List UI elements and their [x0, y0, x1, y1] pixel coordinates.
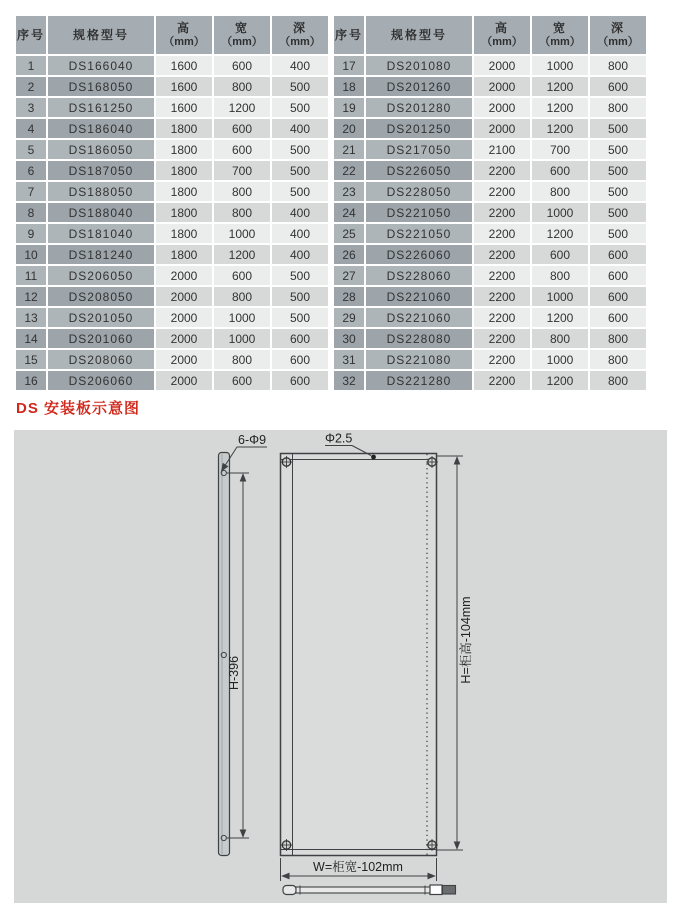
cell-dimension: 600 — [589, 307, 647, 328]
cell-dimension: 800 — [589, 328, 647, 349]
cell-dimension: 1000 — [531, 349, 589, 370]
cell-model: DS188050 — [47, 181, 155, 202]
mounting-plate-drawing — [14, 430, 667, 903]
cell-index: 15 — [15, 349, 47, 370]
cell-dimension: 600 — [271, 370, 329, 391]
column-header: 高 （mm） — [473, 15, 531, 55]
cell-dimension: 1000 — [213, 307, 271, 328]
cell-dimension: 500 — [589, 160, 647, 181]
cell-dimension: 2200 — [473, 181, 531, 202]
cell-index: 10 — [15, 244, 47, 265]
cell-index: 20 — [333, 118, 365, 139]
cell-dimension: 400 — [271, 55, 329, 76]
cell-model: DS168050 — [47, 76, 155, 97]
table-row — [333, 370, 647, 391]
cell-dimension: 500 — [271, 76, 329, 97]
cell-dimension: 1800 — [155, 160, 213, 181]
cell-dimension: 800 — [531, 265, 589, 286]
cell-model: DS201050 — [47, 307, 155, 328]
cell-index: 9 — [15, 223, 47, 244]
cell-index: 1 — [15, 55, 47, 76]
cell-dimension: 2000 — [473, 97, 531, 118]
width-dim-label: W=柜宽-102mm — [313, 860, 403, 874]
column-header: 深 （mm） — [271, 15, 329, 55]
cell-dimension: 500 — [589, 181, 647, 202]
cell-index: 31 — [333, 349, 365, 370]
cell-index: 27 — [333, 265, 365, 286]
cell-index: 17 — [333, 55, 365, 76]
cell-model: DS221280 — [365, 370, 473, 391]
diagram-panel — [14, 430, 667, 903]
cell-dimension: 2200 — [473, 307, 531, 328]
cell-index: 29 — [333, 307, 365, 328]
table-row — [15, 202, 329, 223]
cell-model: DS181040 — [47, 223, 155, 244]
cell-dimension: 600 — [589, 244, 647, 265]
cell-dimension: 600 — [271, 349, 329, 370]
table-row — [15, 349, 329, 370]
cell-dimension: 800 — [589, 370, 647, 391]
cell-dimension: 2000 — [155, 370, 213, 391]
column-header: 序号 — [333, 15, 365, 55]
cell-index: 16 — [15, 370, 47, 391]
cell-index: 19 — [333, 97, 365, 118]
cell-dimension: 600 — [213, 265, 271, 286]
table-row — [333, 55, 647, 76]
cell-index: 28 — [333, 286, 365, 307]
cell-dimension: 500 — [271, 181, 329, 202]
table-row — [333, 118, 647, 139]
cell-dimension: 2000 — [473, 76, 531, 97]
cell-dimension: 2000 — [155, 328, 213, 349]
cell-dimension: 600 — [271, 328, 329, 349]
header-row — [15, 15, 329, 55]
cell-model: DS186050 — [47, 139, 155, 160]
cell-dimension: 1200 — [531, 118, 589, 139]
cell-model: DS221050 — [365, 202, 473, 223]
cell-index: 11 — [15, 265, 47, 286]
cell-dimension: 2200 — [473, 244, 531, 265]
cell-dimension: 1000 — [531, 286, 589, 307]
cell-model: DS186040 — [47, 118, 155, 139]
cell-index: 3 — [15, 97, 47, 118]
cell-index: 8 — [15, 202, 47, 223]
table-row — [333, 181, 647, 202]
cell-dimension: 1200 — [531, 370, 589, 391]
cell-dimension: 2000 — [473, 55, 531, 76]
cell-index: 26 — [333, 244, 365, 265]
cell-dimension: 1000 — [531, 55, 589, 76]
cell-dimension: 700 — [213, 160, 271, 181]
cell-dimension: 800 — [531, 181, 589, 202]
cell-dimension: 600 — [589, 265, 647, 286]
cell-model: DS201080 — [365, 55, 473, 76]
cell-dimension: 2000 — [155, 349, 213, 370]
cell-model: DS201260 — [365, 76, 473, 97]
table-row — [15, 76, 329, 97]
table-row — [15, 118, 329, 139]
cell-dimension: 1800 — [155, 118, 213, 139]
cell-model: DS161250 — [47, 97, 155, 118]
table-row — [15, 97, 329, 118]
cell-model: DS187050 — [47, 160, 155, 181]
table-row — [15, 244, 329, 265]
cell-dimension: 2100 — [473, 139, 531, 160]
cell-dimension: 1600 — [155, 97, 213, 118]
side-view — [219, 447, 268, 856]
cell-dimension: 400 — [271, 223, 329, 244]
cell-dimension: 1800 — [155, 139, 213, 160]
cell-dimension: 800 — [589, 97, 647, 118]
cell-model: DS201250 — [365, 118, 473, 139]
cell-model: DS201280 — [365, 97, 473, 118]
table-row — [15, 370, 329, 391]
cell-dimension: 2000 — [155, 307, 213, 328]
cell-dimension: 1600 — [155, 55, 213, 76]
cell-model: DS181240 — [47, 244, 155, 265]
cell-dimension: 600 — [589, 286, 647, 307]
cell-dimension: 600 — [589, 76, 647, 97]
table-row — [333, 139, 647, 160]
cell-dimension: 2000 — [473, 118, 531, 139]
cell-model: DS166040 — [47, 55, 155, 76]
cell-model: DS221080 — [365, 349, 473, 370]
cell-dimension: 2200 — [473, 286, 531, 307]
cell-dimension: 600 — [213, 55, 271, 76]
cell-dimension: 700 — [531, 139, 589, 160]
cell-dimension: 2200 — [473, 202, 531, 223]
cell-model: DS221060 — [365, 307, 473, 328]
cell-model: DS228060 — [365, 265, 473, 286]
cell-dimension: 400 — [271, 202, 329, 223]
front-hole-label: Φ2.5 — [325, 431, 353, 446]
cell-dimension: 2200 — [473, 328, 531, 349]
cell-index: 12 — [15, 286, 47, 307]
cell-dimension: 2200 — [473, 370, 531, 391]
cell-model: DS221060 — [365, 286, 473, 307]
cell-index: 32 — [333, 370, 365, 391]
cell-dimension: 2200 — [473, 265, 531, 286]
table-row — [15, 265, 329, 286]
cell-dimension: 800 — [589, 55, 647, 76]
cell-model: DS206050 — [47, 265, 155, 286]
cell-model: DS226050 — [365, 160, 473, 181]
cell-index: 2 — [15, 76, 47, 97]
cell-dimension: 500 — [271, 265, 329, 286]
table-row — [15, 160, 329, 181]
cell-dimension: 1800 — [155, 244, 213, 265]
table-row — [15, 139, 329, 160]
cell-model: DS208060 — [47, 349, 155, 370]
cell-dimension: 1000 — [213, 223, 271, 244]
cell-dimension: 400 — [271, 244, 329, 265]
column-header: 规格型号 — [47, 15, 155, 55]
column-header: 序号 — [15, 15, 47, 55]
table-row — [15, 307, 329, 328]
column-header: 高 （mm） — [155, 15, 213, 55]
cell-dimension: 500 — [589, 202, 647, 223]
cell-model: DS228080 — [365, 328, 473, 349]
cell-dimension: 500 — [589, 118, 647, 139]
side-dim-label: H-396 — [227, 655, 241, 691]
spec-table-right — [332, 14, 648, 392]
cell-dimension: 800 — [213, 349, 271, 370]
cell-dimension: 1200 — [531, 307, 589, 328]
table-row — [333, 328, 647, 349]
cell-dimension: 2200 — [473, 223, 531, 244]
table-row — [333, 202, 647, 223]
header-row — [333, 15, 647, 55]
cell-dimension: 500 — [271, 307, 329, 328]
front-view — [281, 454, 437, 856]
cell-dimension: 1000 — [213, 328, 271, 349]
cell-dimension: 600 — [213, 370, 271, 391]
cell-dimension: 1600 — [155, 76, 213, 97]
cell-index: 30 — [333, 328, 365, 349]
table-row — [15, 181, 329, 202]
cell-dimension: 1000 — [531, 202, 589, 223]
cell-dimension: 500 — [589, 223, 647, 244]
cell-dimension: 500 — [589, 139, 647, 160]
cell-model: DS226060 — [365, 244, 473, 265]
cell-dimension: 2000 — [155, 265, 213, 286]
cell-dimension: 400 — [271, 118, 329, 139]
table-row — [15, 223, 329, 244]
cell-dimension: 500 — [271, 139, 329, 160]
cell-index: 18 — [333, 76, 365, 97]
cell-dimension: 2200 — [473, 349, 531, 370]
cell-dimension: 800 — [213, 202, 271, 223]
table-row — [333, 244, 647, 265]
cell-index: 23 — [333, 181, 365, 202]
cell-dimension: 1800 — [155, 202, 213, 223]
cell-dimension: 600 — [531, 160, 589, 181]
cell-dimension: 500 — [271, 160, 329, 181]
cell-dimension: 600 — [213, 139, 271, 160]
cell-dimension: 1800 — [155, 181, 213, 202]
diagram-title: DS 安装板示意图 — [16, 400, 141, 417]
table-row — [333, 265, 647, 286]
side-holes-label: 6-Φ9 — [238, 433, 267, 447]
cell-dimension: 800 — [213, 181, 271, 202]
cell-dimension: 1200 — [531, 76, 589, 97]
cell-dimension: 1200 — [213, 244, 271, 265]
column-header: 深 （mm） — [589, 15, 647, 55]
cell-dimension: 2000 — [155, 286, 213, 307]
cell-index: 14 — [15, 328, 47, 349]
cell-dimension: 1200 — [531, 97, 589, 118]
table-row — [15, 55, 329, 76]
table-row — [333, 307, 647, 328]
cell-dimension: 800 — [531, 328, 589, 349]
column-header: 宽 （mm） — [213, 15, 271, 55]
cell-model: DS208050 — [47, 286, 155, 307]
cell-model: DS201060 — [47, 328, 155, 349]
table-row — [15, 286, 329, 307]
column-header: 宽 （mm） — [531, 15, 589, 55]
cell-dimension: 800 — [213, 286, 271, 307]
cell-index: 22 — [333, 160, 365, 181]
cell-model: DS221050 — [365, 223, 473, 244]
cell-dimension: 800 — [589, 349, 647, 370]
cell-dimension: 800 — [213, 76, 271, 97]
cell-index: 5 — [15, 139, 47, 160]
edge-view — [283, 885, 456, 895]
cell-index: 24 — [333, 202, 365, 223]
cell-dimension: 1200 — [213, 97, 271, 118]
cell-dimension: 600 — [213, 118, 271, 139]
cell-model: DS188040 — [47, 202, 155, 223]
height-dim-label: H=柜高-104mm — [459, 596, 473, 684]
table-row — [333, 349, 647, 370]
column-header: 规格型号 — [365, 15, 473, 55]
cell-dimension: 1200 — [531, 223, 589, 244]
cell-model: DS217050 — [365, 139, 473, 160]
cell-dimension: 1800 — [155, 223, 213, 244]
table-row — [15, 328, 329, 349]
cell-index: 25 — [333, 223, 365, 244]
table-row — [333, 286, 647, 307]
cell-index: 4 — [15, 118, 47, 139]
table-row — [333, 223, 647, 244]
table-row — [333, 76, 647, 97]
cell-index: 7 — [15, 181, 47, 202]
spec-table-left — [14, 14, 330, 392]
cell-dimension: 600 — [531, 244, 589, 265]
cell-model: DS206060 — [47, 370, 155, 391]
table-row — [333, 160, 647, 181]
spec-tables — [14, 14, 648, 392]
cell-index: 13 — [15, 307, 47, 328]
cell-dimension: 500 — [271, 286, 329, 307]
hatched-end-cap — [443, 886, 456, 895]
cell-dimension: 2200 — [473, 160, 531, 181]
table-row — [333, 97, 647, 118]
cell-index: 6 — [15, 160, 47, 181]
cell-dimension: 500 — [271, 97, 329, 118]
cell-index: 21 — [333, 139, 365, 160]
cell-model: DS228050 — [365, 181, 473, 202]
